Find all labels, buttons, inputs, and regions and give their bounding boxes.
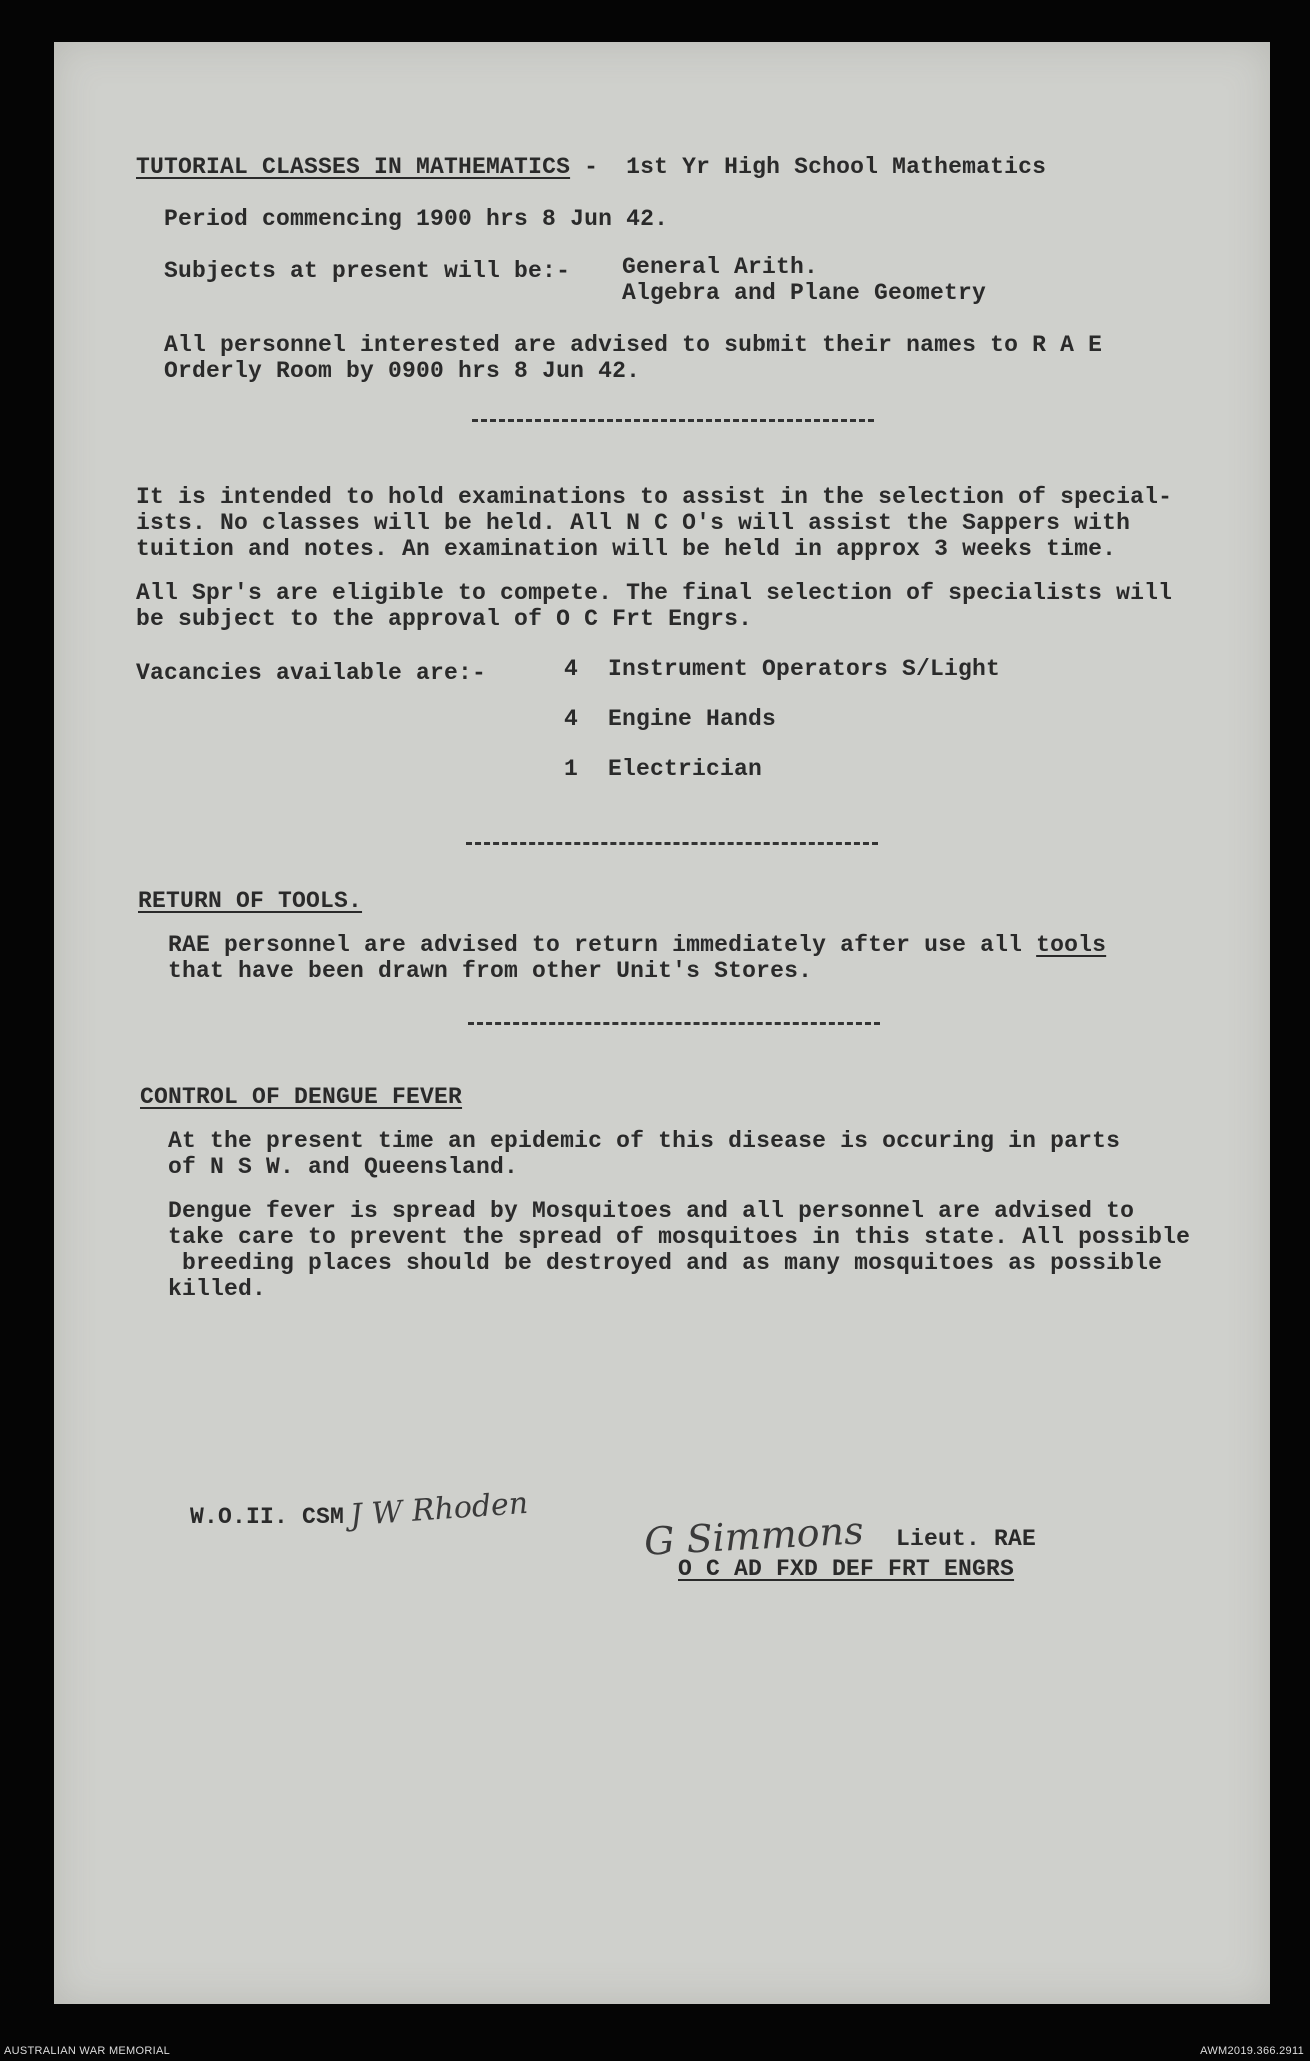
footer-accession-number: AWM2019.366.2911 [1200,2045,1304,2057]
tutorial-advice-line-2: Orderly Room by 0900 hrs 8 Jun 42. [164,358,641,384]
right-signatory-rank: Lieut. RAE [896,1526,1037,1552]
eligible-line-1: All Spr's are eligible to compete. The final selection of specialists will [136,580,1173,606]
section-divider [468,1022,880,1025]
dengue-line-4: take care to prevent the spread of mosquitoes in this state. All possible [168,1224,1191,1250]
right-signature: G Simmons [642,1508,865,1564]
exams-line-3: tuition and notes. An examination will be held in approx 3 weeks time. [136,536,1117,562]
exams-line-2: ists. No classes will be held. All N C O's will assist the Sappers with [136,510,1131,536]
vacancy-role: Engine Hands [608,706,777,732]
vacancy-role: Electrician [608,756,763,782]
dengue-line-1: At the present time an epidemic of this disease is occuring in parts [168,1128,1121,1154]
vacancies-label: Vacancies available are:- [136,660,487,686]
dengue-line-6: killed. [168,1276,267,1302]
tutorial-heading: TUTORIAL CLASSES IN MATHEMATICS [136,154,571,180]
tools-emphasis: tools [1036,932,1107,958]
left-signatory-title: W.O.II. CSM [190,1504,345,1530]
subjects-line-2: Algebra and Plane Geometry [622,280,987,306]
footer-institution: AUSTRALIAN WAR MEMORIAL [4,2045,171,2057]
right-signatory-unit: O C AD FXD DEF FRT ENGRS [678,1556,1015,1582]
left-signature: J W Rhoden [348,1485,530,1534]
document-page [54,42,1270,2004]
vacancy-count: 4 [564,656,579,682]
tools-line-1-text: RAE personnel are advised to return immediately after use all [168,932,1037,958]
vacancy-count: 4 [564,706,579,732]
tutorial-heading-row [136,154,1046,181]
section-divider [472,419,874,422]
vacancy-role: Instrument Operators S/Light [608,656,1001,682]
eligible-line-2: be subject to the approval of O C Frt Engrs. [136,606,753,632]
tutorial-period: Period commencing 1900 hrs 8 Jun 42. [164,206,669,232]
dengue-line-3: Dengue fever is spread by Mosquitoes and all personnel are advised to [168,1198,1135,1224]
tools-line-1 [168,932,1106,959]
tutorial-heading-suffix: - 1st Yr High School Mathematics [570,154,1047,180]
section-divider [466,842,878,845]
tutorial-advice-line-1: All personnel interested are advised to submit their names to R A E [164,332,1103,358]
dengue-line-2: of N S W. and Queensland. [168,1154,519,1180]
subjects-label: Subjects at present will be:- [164,258,571,284]
dengue-heading: CONTROL OF DENGUE FEVER [140,1084,463,1110]
exams-line-1: It is intended to hold examinations to assist in the selection of special- [136,484,1173,510]
subjects-line-1: General Arith. [622,254,819,280]
vacancy-count: 1 [564,756,579,782]
tools-heading: RETURN OF TOOLS. [138,888,363,914]
dengue-line-5: breeding places should be destroyed and as many mosquitoes as possible [168,1250,1163,1276]
tools-line-2: that have been drawn from other Unit's Stores. [168,958,813,984]
